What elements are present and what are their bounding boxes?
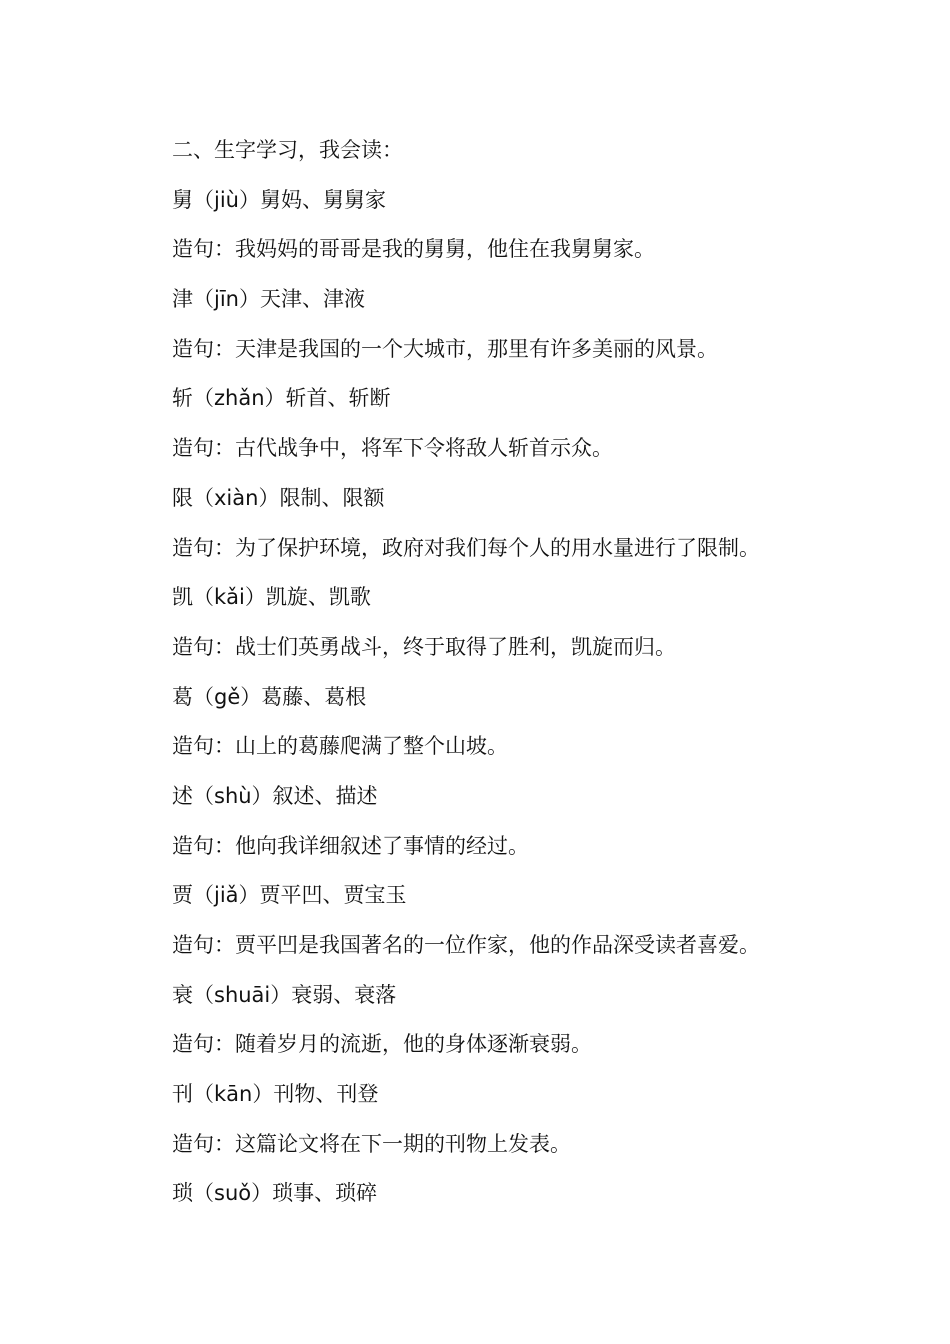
vocab-entry: 限（xiàn）限制、限额 — [172, 485, 385, 510]
example-sentence: 造句：随着岁月的流逝，他的身体逐渐衰弱。 — [172, 1032, 592, 1057]
section-heading: 二、生字学习，我会读： — [172, 138, 403, 162]
example-sentence: 造句：他向我详细叙述了事情的经过。 — [172, 833, 529, 858]
vocab-entry: 凯（kǎi）凯旋、凯歌 — [172, 585, 371, 610]
vocab-entry: 舅（jiù）舅妈、舅舅家 — [172, 187, 386, 212]
example-sentence: 造句：这篇论文将在下一期的刊物上发表。 — [172, 1131, 571, 1156]
vocab-entry: 衰（shuāi）衰弱、衰落 — [172, 982, 397, 1007]
example-sentence: 造句：为了保护环境，政府对我们每个人的用水量进行了限制。 — [172, 535, 760, 560]
vocab-entry: 贾（jiǎ）贾平凹、贾宝玉 — [172, 883, 407, 908]
example-sentence: 造句：古代战争中，将军下令将敌人斩首示众。 — [172, 436, 613, 461]
document-body — [172, 133, 912, 1226]
vocab-entry: 葛（gě）葛藤、葛根 — [172, 684, 367, 709]
vocab-entry: 津（jīn）天津、津液 — [172, 287, 365, 312]
example-sentence: 造句：战士们英勇战斗，终于取得了胜利，凯旋而归。 — [172, 634, 676, 659]
vocab-entry: 斩（zhǎn）斩首、斩断 — [172, 386, 391, 411]
example-sentence: 造句：山上的葛藤爬满了整个山坡。 — [172, 734, 508, 759]
vocab-entry: 述（shù）叙述、描述 — [172, 783, 378, 808]
vocab-entry: 琐（suǒ）琐事、琐碎 — [172, 1181, 378, 1206]
example-sentence: 造句：天津是我国的一个大城市，那里有许多美丽的风景。 — [172, 336, 718, 361]
example-sentence: 造句：我妈妈的哥哥是我的舅舅，他住在我舅舅家。 — [172, 237, 655, 262]
vocab-entry: 刊（kān）刊物、刊登 — [172, 1082, 379, 1107]
example-sentence: 造句：贾平凹是我国著名的一位作家，他的作品深受读者喜爱。 — [172, 933, 760, 957]
